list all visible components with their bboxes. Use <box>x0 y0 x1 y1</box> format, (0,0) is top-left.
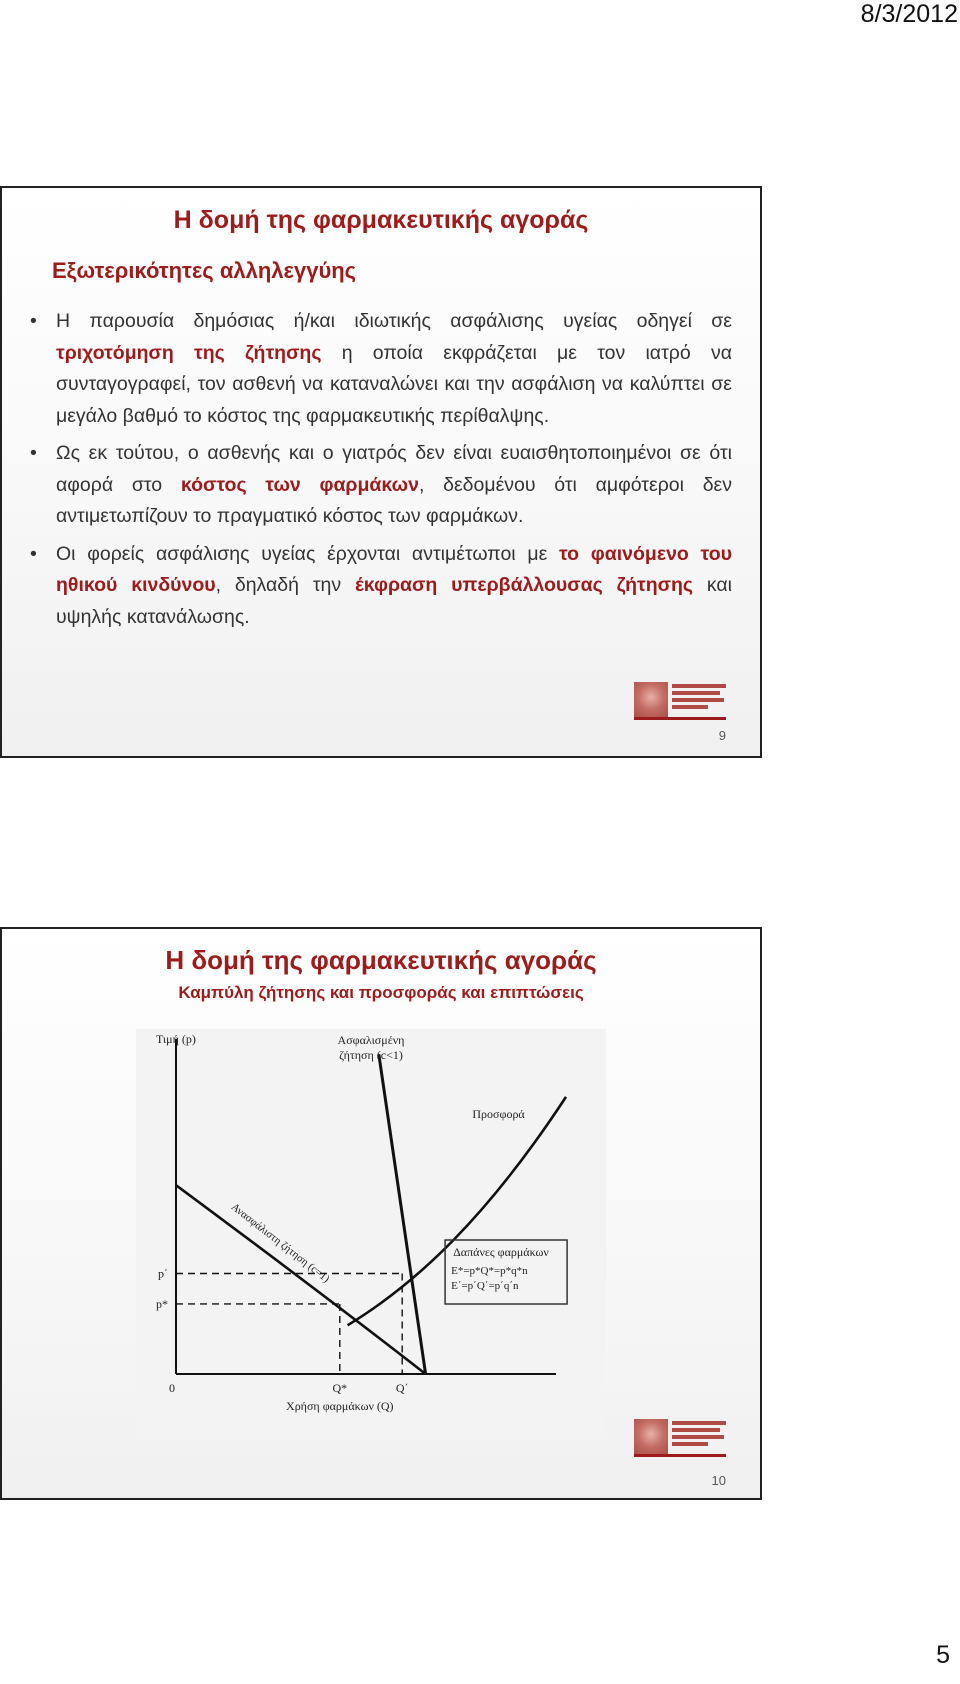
expenditure-annotation-title: Δαπάνες φαρμάκων <box>453 1245 549 1259</box>
logo-underline <box>634 1454 726 1457</box>
section-heading: Εξωτερικότητες αλληλεγγύης <box>52 258 357 283</box>
uninsured-demand-label: Ανασφάλιστη ζήτηση (c=1) <box>228 1200 332 1286</box>
school-logo <box>634 1419 726 1457</box>
slide-title: Η δομή της φαρμακευτικής αγοράς <box>165 945 597 975</box>
y-axis-label: Τιμή (p) <box>156 1032 196 1046</box>
highlighted-term: τριχοτόμηση της ζήτησης <box>56 341 322 364</box>
bullet-list <box>26 306 732 639</box>
x-axis-label: Χρήση φαρμάκων (Q) <box>286 1399 394 1413</box>
origin-label: 0 <box>169 1381 175 1395</box>
bullet-text: και υψηλής κατανάλωσης. <box>56 574 732 628</box>
slide-9 <box>0 186 762 758</box>
bullet-text: , δεδομένου ότι αμφότεροι δεν αντιμετωπίζουν το πραγματικό κόστος των φαρμάκων. <box>56 473 732 527</box>
y-tick-label: p* <box>156 1296 168 1311</box>
slide-10 <box>0 927 762 1500</box>
x-tick-label: Q΄ <box>395 1381 409 1395</box>
chart-background <box>136 1029 606 1439</box>
expenditure-annotation-line: E΄=p΄Q΄=p΄q΄n <box>451 1280 519 1292</box>
highlighted-term: το φαινόμενο του ηθικού κινδύνου <box>56 542 732 596</box>
page-number: 5 <box>936 1641 950 1669</box>
bullet-item <box>26 306 732 432</box>
bullet-text: Οι φορείς ασφάλισης υγείας έρχονται αντιμέτωποι με <box>56 542 559 565</box>
header-date: 8/3/2012 <box>860 0 958 28</box>
insured-demand-label: ζήτηση (c<1) <box>339 1048 403 1063</box>
logo-lettering <box>672 684 726 712</box>
school-logo <box>634 682 726 720</box>
slide-subtitle: Καμπύλη ζήτησης και προσφοράς και επιπτώσεις <box>178 983 584 1002</box>
logo-portrait <box>634 682 668 720</box>
highlighted-term: έκφραση υπερβάλλουσας ζήτησης <box>354 574 694 596</box>
y-tick-label: p΄ <box>158 1266 168 1281</box>
logo-portrait <box>634 1419 668 1457</box>
bullet-item <box>26 438 732 533</box>
slide-title: Η δομή της φαρμακευτικής αγοράς <box>173 206 589 234</box>
slide-number: 9 <box>718 728 726 743</box>
insured-demand-label: Ασφαλισμένη <box>337 1033 405 1048</box>
slide-number: 10 <box>711 1473 726 1488</box>
supply-demand-chart <box>136 1029 606 1439</box>
logo-lettering <box>672 1421 726 1449</box>
supply-label: Προσφορά <box>472 1107 525 1122</box>
highlighted-term: κόστος των φαρμάκων <box>180 473 419 496</box>
expenditure-annotation-line: E*=p*Q*=p*q*n <box>451 1265 528 1277</box>
bullet-text: Ως εκ τούτου, ο ασθενής και ο γιατρός δεν είναι ευαισθητοποιημένοι σε ότι αφορά στο <box>56 442 732 496</box>
x-tick-label: Q* <box>332 1381 348 1395</box>
logo-underline <box>634 717 726 720</box>
bullet-text: Η παρουσία δημόσιας ή/και ιδιωτικής ασφάλισης υγείας οδηγεί σε <box>56 310 732 332</box>
bullet-text: η οποία εκφράζεται με τον ιατρό να συνταγογραφεί, τον ασθενή να καταναλώνει και την ασφάλιση να καλύπτει σε μεγάλο βαθμό το κόστος της φαρμακευτικής περίθαλψης. <box>56 341 732 427</box>
bullet-text: , δηλαδή την <box>215 574 355 596</box>
bullet-item <box>26 539 732 634</box>
